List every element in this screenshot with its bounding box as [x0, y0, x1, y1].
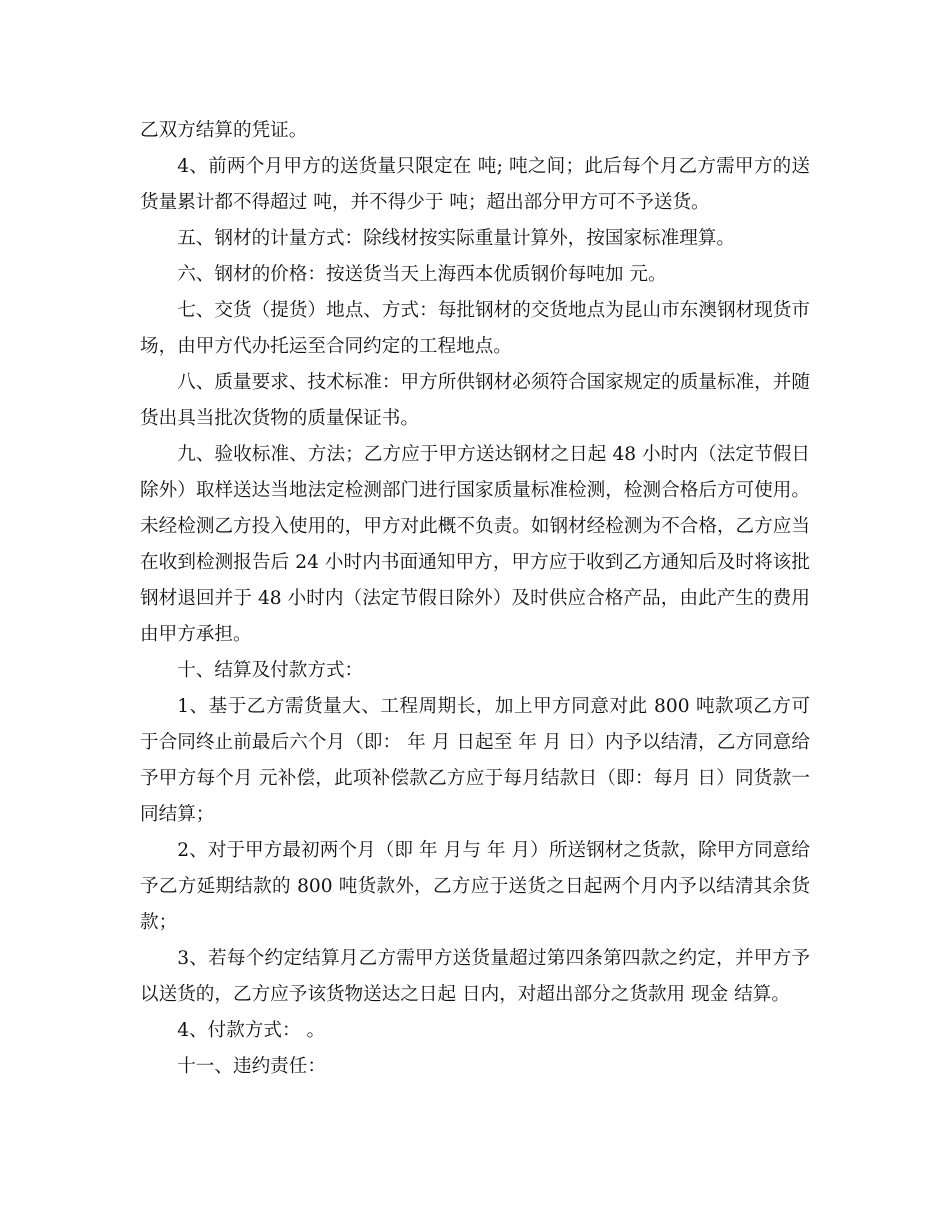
heading-section-11-liability: 十一、违约责任：: [177, 1056, 326, 1077]
paragraph-settlement-item-3: 3、若每个约定结算月乙方需甲方送货量超过第四条第四款之约定，并甲方予以送货的，乙方应予该货物送达之日起 日内，对超出部分之货款用 现金 结算。: [140, 948, 810, 1005]
paragraph-section-7-delivery: 七、交货（提货）地点、方式：每批钢材的交货地点为昆山市东澳钢材现货市场，由甲方代办托运至合同约定的工程地点。: [140, 300, 810, 357]
heading-section-10-settlement: 十、结算及付款方式：: [177, 660, 364, 681]
paragraph-delivery-quantity: 4、前两个月甲方的送货量只限定在 吨; 吨之间；此后每个月乙方需甲方的送货量累计都不得超过 吨，并不得少于 吨；超出部分甲方可不予送货。: [140, 156, 810, 213]
paragraph-section-5-measurement: 五、钢材的计量方式：除线材按实际重量计算外，按国家标准理算。: [177, 228, 736, 249]
paragraph-continuation: 乙双方结算的凭证。: [140, 120, 308, 141]
paragraph-settlement-item-4: 4、付款方式： 。: [177, 1020, 326, 1041]
paragraph-settlement-item-1: 1、基于乙方需货量大、工程周期长，加上甲方同意对此 800 吨款项乙方可于合同终止前最后六个月（即： 年 月 日起至 年 月 日）内予以结清，乙方同意给予甲方每个月 元补偿，此项补偿款乙方应于每月结款日（即：每月 日）同货款一同结算；: [140, 696, 810, 825]
document-body: [140, 113, 810, 1085]
paragraph-section-6-price: 六、钢材的价格：按送货当天上海西本优质钢价每吨加 元。: [177, 264, 667, 285]
paragraph-settlement-item-2: 2、对于甲方最初两个月（即 年 月与 年 月）所送钢材之货款，除甲方同意给予乙方延期结款的 800 吨货款外，乙方应于送货之日起两个月内予以结清其余货款；: [140, 840, 810, 933]
paragraph-section-9-inspection: 九、验收标准、方法；乙方应于甲方送达钢材之日起 48 小时内（法定节假日除外）取样送达当地法定检测部门进行国家质量标准检测，检测合格后方可使用。未经检测乙方投入使用的，甲方对此概不负责。如钢材经检测为不合格，乙方应当在收到检测报告后 24 小时内书面通知甲方，甲方应于收到乙方通知后及时将该批钢材退回并于 48 小时内（法定节假日除外）及时供应合格产品，由此产生的费用由甲方承担。: [140, 444, 810, 645]
paragraph-section-8-quality: 八、质量要求、技术标准：甲方所供钢材必须符合国家规定的质量标准，并随货出具当批次货物的质量保证书。: [140, 372, 810, 429]
